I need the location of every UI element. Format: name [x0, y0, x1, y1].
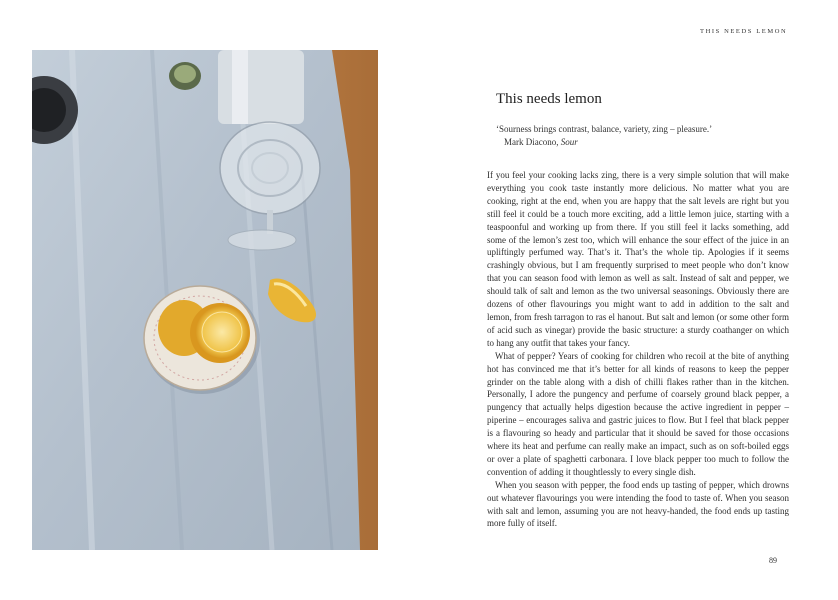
chapter-title: This needs lemon: [496, 91, 602, 107]
page-number: 89: [769, 556, 777, 565]
epigraph: [496, 123, 786, 148]
epigraph-author: Mark Diacono,: [504, 136, 561, 147]
epigraph-work: Sour: [560, 136, 578, 147]
body-paragraph: When you season with pepper, the food ends up tasting of pepper, which drowns out whatever flavourings you were intending the food to taste of. When you season with salt and lemon, assuming you are not heavy-handed, the food ends up tasting more fully of itself.: [487, 479, 789, 529]
body-text: [487, 169, 789, 530]
running-head: THIS NEEDS LEMON: [700, 28, 788, 35]
lemon-photo: [32, 50, 378, 550]
body-paragraph: What of pepper? Years of cooking for children who recoil at the bite of anything hot has convinced me that it’s better for all kinds of reasons to keep the pepper grinder on the table along with a dish of chilli flakes rather than in the kitchen. Personally, I adore the pungency and perfume of coarsely ground black pepper, a pungency that actually helps digestion because the active ingredient in pepper – piperine – encourages saliva and gastric juices to flow. But I feel that black pepper is a flavouring so heady and particular that it should be saved for those occasions where its heat and perfume can really make an impact, such as on soft-boiled eggs or over a plate of spaghetti carbonara. I love black pepper too much to follow the convention of adding it thoughtlessly to every single dish.: [487, 350, 789, 477]
epigraph-attribution: [496, 136, 786, 149]
epigraph-quote: ‘Sourness brings contrast, balance, variety, zing – pleasure.’: [496, 124, 713, 134]
body-paragraph: If you feel your cooking lacks zing, there is a very simple solution that will make everything you cook taste instantly more delicious. No matter what you are cooking, right at the end, when you are happy that the salt levels are right but you still feel it could be a touch more exciting, add a little lemon juice, starting with a teaspoonful and working up from there. If you still feel it lacks something, add some of the lemon’s zest too, which will enhance the sour effect of the juice in an upliftingly perfumed way. That’s it. That’s the whole tip. Apologies if it seems crashingly obvious, but I am frequently surprised to meet people who don’t know that you can season food with lemon as well as salt. Instead of salt and pepper, we should talk of salt and lemon as the two universal seasonings. Obviously there are dozens of other flavourings you might want to add in addition to the salt and lemon, from fresh tarragon to ras el hanout. But salt and lemon (or some other form of acid such as vinegar) provide the basic structure: a sturdy coathanger on which to hang any outfit that takes your fancy.: [487, 170, 789, 348]
